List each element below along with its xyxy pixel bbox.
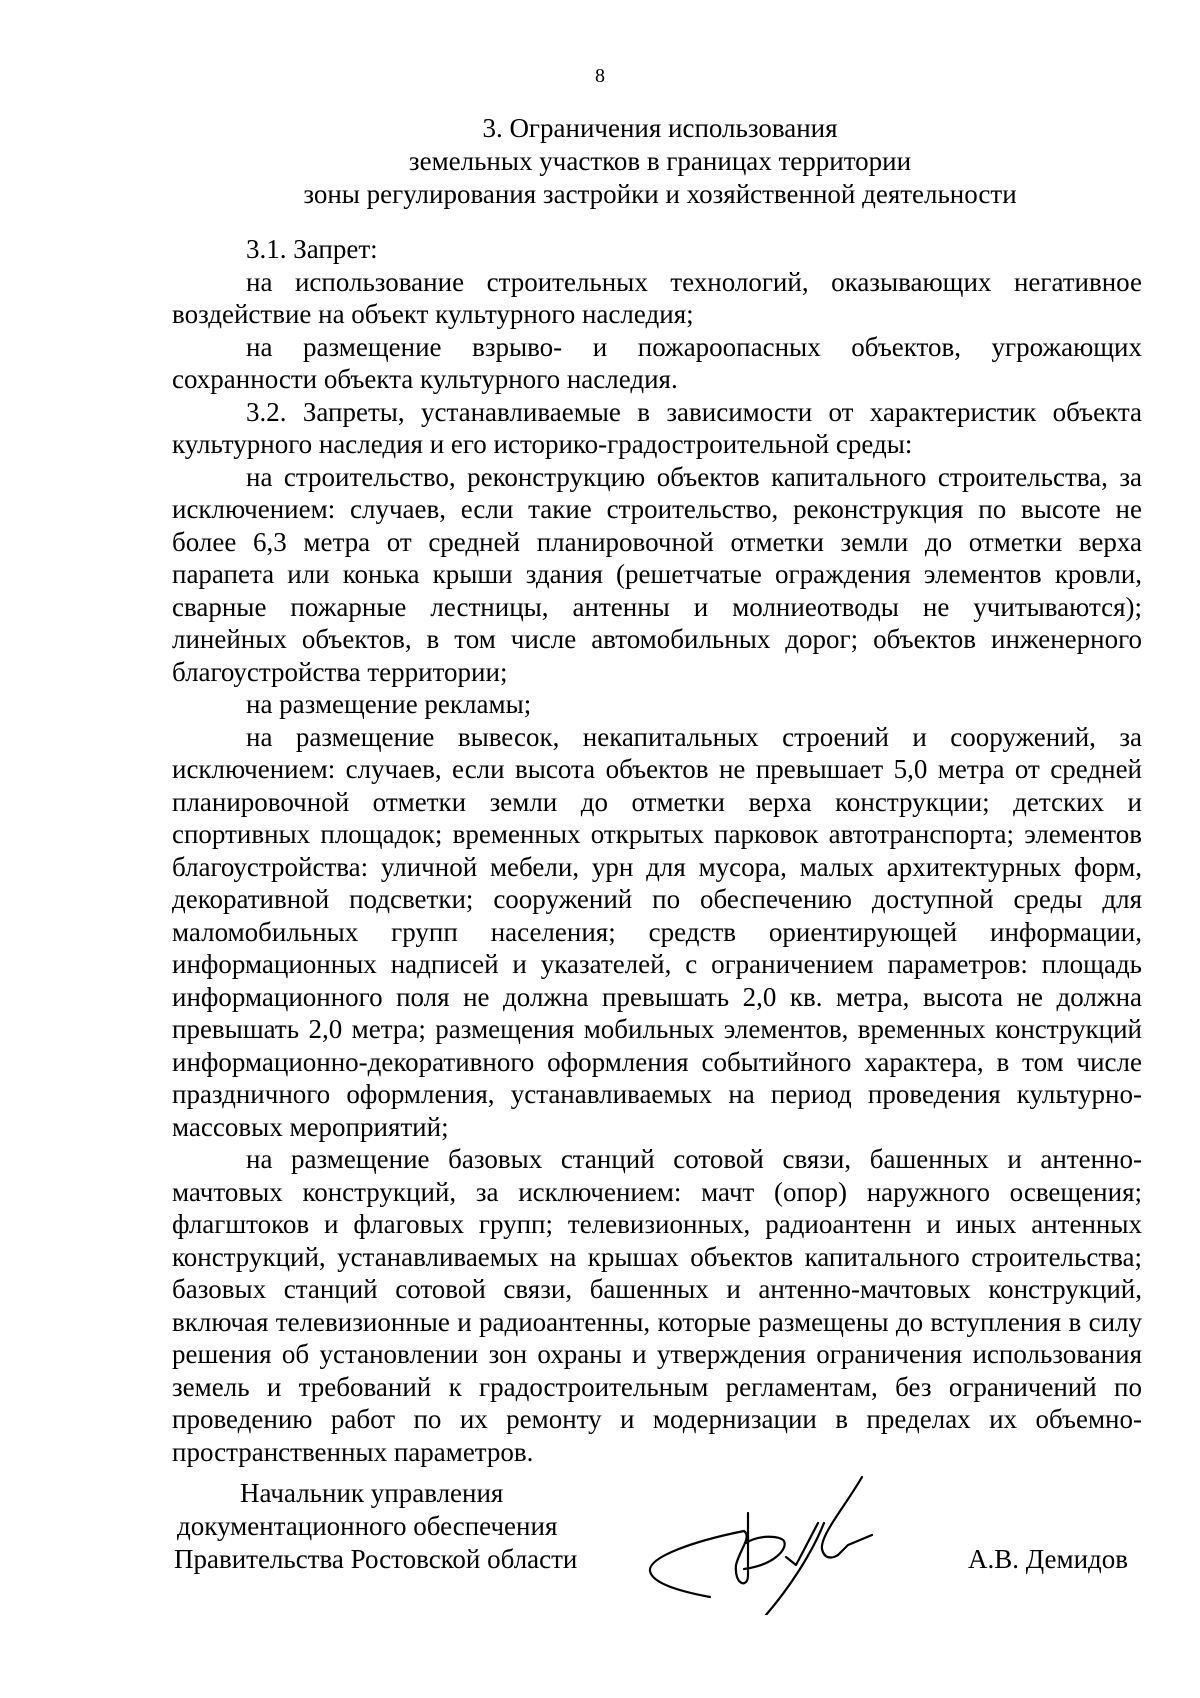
paragraph: на размещение вывесок, некапитальных строений и сооружений, за исключением: случаев, если высота объектов не превышает 5,0 метра от средней планировочной отметки земли до отметки верха конструкции; детских и спортивных площадок; временных открытых парковок автотранспорта; элементов благоустройства: уличной мебели, урн для мусора, малых архитектурных форм, декоративной подсветки; сооружений по обеспечению доступной среды для маломобильных групп населения; средств ориентирующей информации, информационных надписей и указателей, с ограничением параметров: площадь информационного поля не должна превышать 2,0 кв. метра, высота не должна превышать 2,0 метра; размещения мобильных элементов, временных конструкций информационно-декоративного оформления событийного характера, в том числе праздничного оформления, устанавливаемых на период проведения культурно-массовых мероприятий; [172,721,1142,1142]
heading-line: 3. Ограничения использования [482,113,838,143]
handwritten-signature [648,1465,908,1615]
paragraph-3-2: 3.2. Запреты, устанавливаемые в зависимости от характеристик объекта культурного наследия и его историко-градостроительной среды: [172,396,1142,459]
section-heading [170,112,1150,211]
position-line: Правительства Ростовской области [174,1544,578,1574]
signatory-name: А.В. Демидов [968,1544,1129,1574]
page-number: 8 [595,65,605,87]
paragraph: на строительство, реконструкцию объектов капитального строительства, за исключением: случаев, если такие строительство, реконструкция по высоте не более 6,3 метра от средней планировочной отметки земли до отметки верха парапета или конька крыши здания (решетчатые ограждения элементов кровли, сварные пожарные лестницы, антенны и молниеотводы не учитываются); линейных объектов, в том числе автомобильных дорог; объектов инженерного благоустройства территории; [172,461,1142,687]
paragraph: на размещение рекламы; [246,689,532,719]
position-line: Начальник управления [240,1478,504,1508]
heading-line: земельных участков в границах территории [408,146,912,176]
paragraph: на использование строительных технологий, оказывающих негативное воздействие на объект культурного наследия; [172,266,1142,329]
heading-line: зоны регулирования застройки и хозяйственной деятельности [303,179,1017,209]
position-line: документационного обеспечения [177,1511,558,1541]
paragraph: на размещение взрыво- и пожароопасных объектов, угрожающих сохранности объекта культурного наследия. [172,331,1142,394]
signatory-position [174,1477,577,1576]
paragraph: на размещение базовых станций сотовой связи, башенных и антенно-мачтовых конструкций, за исключением: мачт (опор) наружного освещения; флагштоков и флаговых групп; телевизионных, радиоантенн и иных антенных конструкций, устанавливаемых на крышах объектов капитального строительства; базовых станций сотовой связи, башенных и антенно-мачтовых конструкций, включая телевизионные и радиоантенны, которые размещены до вступления в силу решения об установлении зон охраны и утверждения ограничения использования земель и требований к градостроительным регламентам, без ограничений по проведению работ по их ремонту и модернизации в пределах их объемно-пространственных параметров. [172,1144,1142,1467]
paragraph-3-1-title: 3.1. Запрет: [246,234,378,264]
document-body [172,233,1142,1468]
